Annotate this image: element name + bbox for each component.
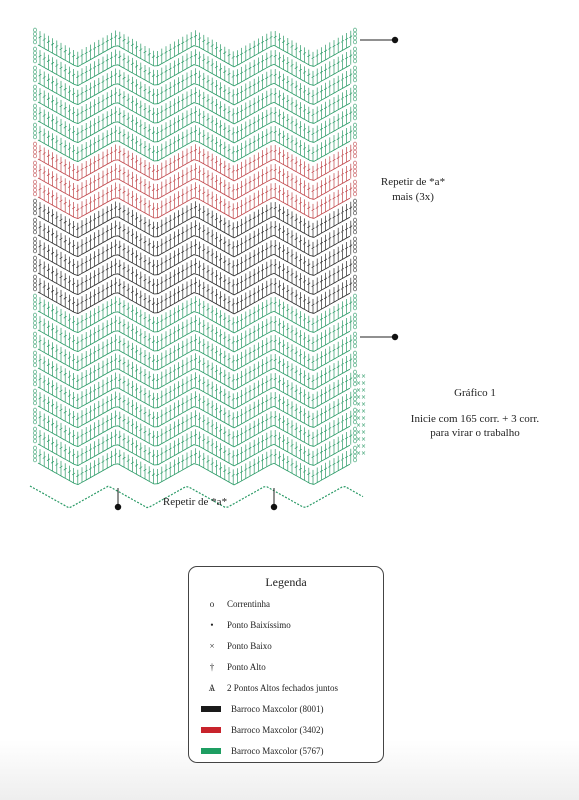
turning-chain-loop bbox=[353, 256, 356, 260]
turning-chain-loop bbox=[353, 161, 356, 165]
turning-chain-loop bbox=[33, 180, 36, 184]
single-crochet-icon: × bbox=[209, 641, 215, 651]
turning-chain-loop bbox=[33, 302, 36, 306]
dc2tog-icon: Ѧ bbox=[208, 683, 216, 693]
turning-chain-loop bbox=[353, 332, 356, 336]
turning-chain-loop bbox=[33, 188, 36, 192]
turning-chain-loop bbox=[33, 28, 36, 32]
turning-chain-loop bbox=[353, 116, 356, 120]
legend-label: Barroco Maxcolor (3402) bbox=[231, 725, 324, 735]
turning-chain-loop bbox=[33, 458, 36, 462]
turning-chain-loop bbox=[33, 184, 36, 188]
turning-chain-loop bbox=[33, 294, 36, 298]
turning-chain-loop bbox=[353, 222, 356, 226]
legend-label: Barroco Maxcolor (5767) bbox=[231, 746, 324, 756]
turning-chain-loop bbox=[33, 336, 36, 340]
legend-label: 2 Pontos Altos fechados juntos bbox=[227, 683, 339, 693]
turning-chain-loop bbox=[33, 344, 36, 348]
turning-chain-loop bbox=[353, 142, 356, 146]
legend-item-ponto-baixo bbox=[197, 639, 272, 653]
turning-chain-loop bbox=[353, 237, 356, 241]
turning-chain-loop bbox=[33, 332, 36, 336]
turning-chain-loop bbox=[33, 211, 36, 215]
turning-chain-loop bbox=[33, 268, 36, 272]
turning-chain-loop bbox=[33, 275, 36, 279]
turning-chain-loop bbox=[353, 207, 356, 211]
turning-chain-loop bbox=[33, 123, 36, 127]
turning-chain-loop bbox=[353, 89, 356, 93]
turning-chain-loop bbox=[353, 150, 356, 154]
turning-chain-loop bbox=[33, 108, 36, 112]
edge-sc-mark: ×× bbox=[356, 429, 367, 436]
turning-chain-loop bbox=[33, 313, 36, 317]
turning-chain-loop bbox=[353, 146, 356, 150]
legend-label: Ponto Baixo bbox=[227, 641, 272, 651]
turning-chain-loop bbox=[33, 363, 36, 367]
turning-chain-loop bbox=[353, 279, 356, 283]
turning-chain-loop bbox=[33, 169, 36, 173]
turning-chain-loop bbox=[353, 351, 356, 355]
turning-chain-loop bbox=[33, 116, 36, 120]
turning-chain-loop bbox=[33, 382, 36, 386]
turning-chain-loop bbox=[33, 446, 36, 450]
turning-chain-loop bbox=[353, 359, 356, 363]
slip-stitch-icon: • bbox=[210, 620, 214, 630]
turning-chain-loop bbox=[33, 397, 36, 401]
turning-chain-loop bbox=[353, 313, 356, 317]
turning-chain-loop bbox=[353, 203, 356, 207]
turning-chain-loop bbox=[353, 340, 356, 344]
turning-chain-loop bbox=[33, 142, 36, 146]
edge-sc-mark: ×× bbox=[356, 450, 367, 457]
edge-sc-mark: ×× bbox=[356, 443, 367, 450]
turning-chain-loop bbox=[33, 241, 36, 245]
turning-chain-loop bbox=[33, 454, 36, 458]
chart-title: Gráfico 1 bbox=[454, 387, 496, 399]
turning-chain-loop bbox=[353, 169, 356, 173]
turning-chain-loop bbox=[33, 321, 36, 325]
turning-chain-loop bbox=[33, 393, 36, 397]
legend-label: Ponto Baixíssimo bbox=[227, 620, 291, 630]
turning-chain-loop bbox=[353, 135, 356, 139]
edge-sc-mark: ×× bbox=[356, 373, 367, 380]
turning-chain-loop bbox=[33, 146, 36, 150]
turning-chain-loop bbox=[353, 458, 356, 462]
edge-sc-mark: ×× bbox=[356, 422, 367, 429]
turning-chain-loop bbox=[33, 85, 36, 89]
turning-chain-loop bbox=[353, 51, 356, 55]
turning-chain-loop bbox=[33, 51, 36, 55]
turning-chain-loop bbox=[33, 203, 36, 207]
turning-chain-loop bbox=[33, 279, 36, 283]
turning-chain-loop bbox=[353, 165, 356, 169]
turning-chain-loop bbox=[33, 249, 36, 253]
turning-chain-loop bbox=[33, 97, 36, 101]
turning-chain-loop bbox=[353, 344, 356, 348]
turning-chain-loop bbox=[33, 78, 36, 82]
turning-chain-loop bbox=[33, 74, 36, 78]
legend-item-red-yarn bbox=[197, 723, 323, 737]
turning-chain-loop bbox=[33, 378, 36, 382]
turning-chain-loop bbox=[33, 340, 36, 344]
turning-chain-loop bbox=[33, 161, 36, 165]
turning-chain-loop bbox=[33, 260, 36, 264]
turning-chain-loop bbox=[353, 287, 356, 291]
row-baseline bbox=[38, 463, 350, 485]
edge-sc-mark: ×× bbox=[356, 436, 367, 443]
edge-sc-mark: ×× bbox=[356, 408, 367, 415]
turning-chain-loop bbox=[33, 192, 36, 196]
turning-chain-loop bbox=[353, 275, 356, 279]
turning-chain-loop bbox=[33, 416, 36, 420]
turning-chain-loop bbox=[33, 199, 36, 203]
repeat-marker-dot-left bbox=[115, 504, 121, 510]
turning-chain-loop bbox=[33, 135, 36, 139]
turning-chain-loop bbox=[353, 230, 356, 234]
turning-chain-loop bbox=[33, 66, 36, 70]
turning-chain-loop bbox=[33, 359, 36, 363]
legend-item-correntinha bbox=[197, 597, 270, 611]
turning-chain-loop bbox=[33, 47, 36, 51]
row-stitches bbox=[39, 448, 353, 485]
turning-chain-loop bbox=[353, 226, 356, 230]
turning-chain-loop bbox=[353, 306, 356, 310]
turning-chain-loop bbox=[353, 104, 356, 108]
turning-chain-loop bbox=[353, 302, 356, 306]
turning-chain-loop bbox=[353, 97, 356, 101]
chain-stitch-icon: o bbox=[209, 599, 215, 609]
turning-chain-loop bbox=[353, 245, 356, 249]
turning-chain-loop bbox=[33, 59, 36, 63]
turning-chain-loop bbox=[33, 408, 36, 412]
turning-chain-loop bbox=[33, 298, 36, 302]
turning-chain-loop bbox=[353, 317, 356, 321]
turning-chain-loop bbox=[33, 131, 36, 135]
turning-chain-loop bbox=[33, 127, 36, 131]
turning-chain-loop bbox=[353, 283, 356, 287]
turning-chain-loop bbox=[33, 264, 36, 268]
legend-item-dc2tog bbox=[197, 681, 338, 695]
turning-chain-loop bbox=[353, 199, 356, 203]
turning-chain-loop bbox=[33, 207, 36, 211]
turning-chain-loop bbox=[353, 218, 356, 222]
edge-sc-mark: ×× bbox=[356, 394, 367, 401]
legend-item-ponto-alto bbox=[197, 660, 266, 674]
instructions-line1: Inicie com 165 corr. + 3 corr. bbox=[410, 413, 540, 425]
turning-chain-loop bbox=[353, 70, 356, 74]
turning-chain-loop bbox=[353, 188, 356, 192]
turning-chain-loop bbox=[33, 218, 36, 222]
turning-chain-loop bbox=[353, 321, 356, 325]
turning-chain-loop bbox=[33, 370, 36, 374]
chart-info bbox=[395, 386, 555, 440]
legend-label: Correntinha bbox=[227, 599, 270, 609]
repeat-marker-dot-mid bbox=[392, 334, 398, 340]
turning-chain-loop bbox=[353, 108, 356, 112]
edge-sc-mark: ×× bbox=[356, 401, 367, 408]
turning-chain-loop bbox=[33, 283, 36, 287]
turning-chain-loop bbox=[353, 336, 356, 340]
turning-chain-loop bbox=[33, 173, 36, 177]
turning-chain-loop bbox=[33, 435, 36, 439]
legend-item-ponto-baixissimo bbox=[197, 618, 291, 632]
red-swatch bbox=[201, 727, 221, 733]
turning-chain-loop bbox=[33, 165, 36, 169]
turning-chain-loop bbox=[33, 112, 36, 116]
turning-chain-loop bbox=[353, 78, 356, 82]
turning-chain-loop bbox=[353, 112, 356, 116]
legend-title: Legenda bbox=[265, 575, 307, 589]
legend-label: Barroco Maxcolor (8001) bbox=[231, 704, 324, 714]
turning-chain-loop bbox=[353, 55, 356, 59]
turning-chain-loop bbox=[33, 70, 36, 74]
turning-chain-loop bbox=[353, 131, 356, 135]
legend-box bbox=[188, 566, 384, 763]
repeat-instruction-top bbox=[365, 175, 461, 205]
repeat-top-line2: mais (3x) bbox=[392, 191, 434, 203]
turning-chain-loop bbox=[353, 47, 356, 51]
turning-chain-loop bbox=[353, 325, 356, 329]
turning-chain-loop bbox=[33, 89, 36, 93]
turning-chain-loop bbox=[33, 230, 36, 234]
turning-chain-loop bbox=[33, 237, 36, 241]
instructions-line2: para virar o trabalho bbox=[430, 427, 520, 439]
edge-sc-mark: ×× bbox=[356, 415, 367, 422]
turning-chain-loop bbox=[353, 363, 356, 367]
turning-chain-loop bbox=[33, 32, 36, 36]
turning-chain-loop bbox=[33, 55, 36, 59]
turning-chain-loop bbox=[33, 325, 36, 329]
turning-chain-loop bbox=[353, 184, 356, 188]
green-swatch bbox=[201, 748, 221, 754]
turning-chain-loop bbox=[33, 439, 36, 443]
turning-chain-loop bbox=[33, 355, 36, 359]
turning-chain-loop bbox=[353, 294, 356, 298]
turning-chain-loop bbox=[33, 287, 36, 291]
turning-chain-loop bbox=[353, 260, 356, 264]
turning-chain-loop bbox=[33, 420, 36, 424]
turning-chain-loop bbox=[353, 66, 356, 70]
turning-chain-loop bbox=[33, 150, 36, 154]
turning-chain-loop bbox=[353, 298, 356, 302]
turning-chain-loop bbox=[353, 127, 356, 131]
turning-chain-loop bbox=[33, 401, 36, 405]
turning-chain-loop bbox=[353, 173, 356, 177]
edge-sc-mark: ×× bbox=[356, 387, 367, 394]
turning-chain-loop bbox=[33, 450, 36, 454]
turning-chain-loop bbox=[33, 317, 36, 321]
turning-chain-loop bbox=[353, 85, 356, 89]
turning-chain-loop bbox=[33, 93, 36, 97]
turning-chain-loop bbox=[353, 268, 356, 272]
turning-chain-loop bbox=[353, 93, 356, 97]
turning-chain-loop bbox=[33, 306, 36, 310]
turning-chain-loop bbox=[33, 389, 36, 393]
turning-chain-loop bbox=[353, 28, 356, 32]
legend-item-green-yarn bbox=[197, 744, 323, 758]
turning-chain-loop bbox=[33, 351, 36, 355]
turning-chain-loop bbox=[33, 245, 36, 249]
turning-chain-loop bbox=[353, 192, 356, 196]
turning-chain-loop bbox=[33, 431, 36, 435]
turning-chain-loop bbox=[353, 32, 356, 36]
turning-chain-loop bbox=[33, 226, 36, 230]
turning-chain-loop bbox=[33, 154, 36, 158]
turning-chain-loop bbox=[353, 74, 356, 78]
turning-chain-loop bbox=[353, 40, 356, 44]
legend-label: Ponto Alto bbox=[227, 662, 266, 672]
black-swatch bbox=[201, 706, 221, 712]
turning-chain-loop bbox=[33, 40, 36, 44]
edge-sc-mark: ×× bbox=[356, 380, 367, 387]
turning-chain-loop bbox=[33, 427, 36, 431]
repeat-marker-dot-right bbox=[271, 504, 277, 510]
turning-chain-loop bbox=[33, 412, 36, 416]
turning-chain-loop bbox=[33, 36, 36, 40]
repeat-instruction-bottom: Repetir de *a* bbox=[162, 496, 228, 508]
turning-chain-loop bbox=[33, 222, 36, 226]
turning-chain-loop bbox=[353, 123, 356, 127]
turning-chain-loop bbox=[353, 36, 356, 40]
repeat-marker-dot-top bbox=[392, 37, 398, 43]
legend-item-black-yarn bbox=[197, 702, 323, 716]
turning-chain-loop bbox=[353, 154, 356, 158]
turning-chain-loop bbox=[353, 264, 356, 268]
turning-chain-loop bbox=[353, 241, 356, 245]
repeat-top-line1: Repetir de *a* bbox=[380, 176, 446, 188]
turning-chain-loop bbox=[33, 104, 36, 108]
turning-chain-loop bbox=[353, 355, 356, 359]
turning-chain-loop bbox=[353, 59, 356, 63]
turning-chain-loop bbox=[353, 211, 356, 215]
turning-chain-loop bbox=[353, 249, 356, 253]
turning-chain-loop bbox=[33, 374, 36, 378]
turning-chain-loop bbox=[33, 256, 36, 260]
turning-chain-loop bbox=[353, 180, 356, 184]
double-crochet-icon: † bbox=[209, 662, 215, 672]
